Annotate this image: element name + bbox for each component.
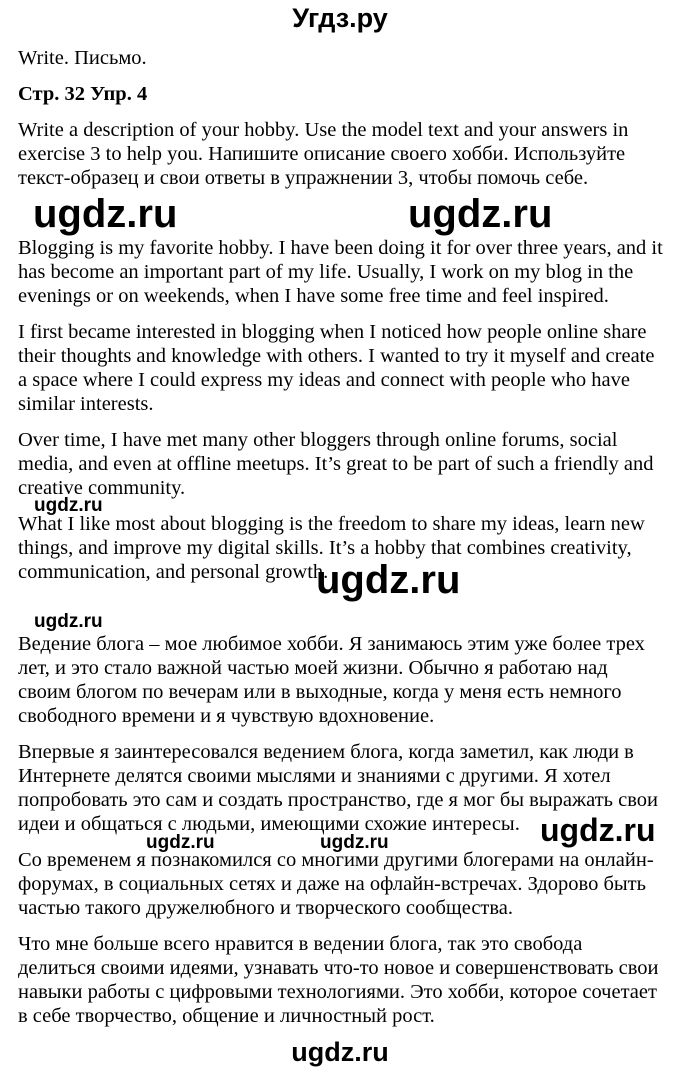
russian-paragraph-2: Впервые я заинтересовался ведением блога, когда заметил, как люди в Интернете делятся своими мыслями и знаниями с другими. Я хотел попробовать это сам и создать пространство, где я мог бы выражать свои идеи и общаться с людьми, имеющими схожие интересы. [18, 741, 659, 835]
russian-paragraph-3: Со временем я познакомился со многими другими блогерами на онлайн-форумах, в социальных сетях и даже на офлайн-встречах. Здорово быть частью такого дружелюбного и творческого сообщества. [18, 849, 654, 919]
watermark: ugdz.ru [316, 558, 461, 602]
watermark: ugdz.ru [146, 832, 215, 853]
english-paragraph-1: Blogging is my favorite hobby. I have been doing it for over three years, and it has become an important part of my life. Usually, I work on my blog in the evenings or on weekends, when I have some free time and feel inspired. [18, 237, 663, 307]
watermark: ugdz.ru [34, 495, 103, 516]
watermark: ugdz.ru [540, 812, 656, 848]
watermark: ugdz.ru [320, 832, 389, 853]
english-paragraph-3: Over time, I have met many other bloggers through online forums, social media, and even at offline meetups. It’s great to be part of such a friendly and creative community. [18, 429, 654, 499]
english-paragraph-4: What I like most about blogging is the freedom to share my ideas, learn new things, and improve my digital skills. It’s a hobby that combines creativity, communication, and personal growth. [18, 513, 645, 583]
footer-site-title[interactable]: ugdz.ru [291, 1037, 389, 1067]
task-text: Write a description of your hobby. Use the model text and your answers in exercise 3 to help you. Напишите описание своего хобби. Используйте текст-образец и свои ответы в упражнении 3, чтобы помочь себе. [18, 119, 629, 189]
russian-paragraph-4: Что мне больше всего нравится в ведении блога, так это свобода делиться своими идеями, узнавать что-то новое и совершенствовать свои навыки работы с цифровыми технологиями. Это хобби, которое сочетает в себе творчество, общение и личностный рост. [18, 933, 659, 1027]
exercise-reference: Стр. 32 Упр. 4 [18, 83, 148, 105]
subtitle: Write. Письмо. [18, 47, 147, 69]
english-paragraph-2: I first became interested in blogging when I noticed how people online share their thoughts and knowledge with others. I wanted to try it myself and create a space where I could express my ideas and connect with people who have similar interests. [18, 321, 655, 415]
watermark: ugdz.ru [33, 192, 178, 236]
watermark: ugdz.ru [34, 611, 103, 632]
site-title[interactable]: Угдз.ру [292, 3, 388, 33]
watermark: ugdz.ru [408, 192, 553, 236]
russian-paragraph-1: Ведение блога – мое любимое хобби. Я занимаюсь этим уже более трех лет, и это стало важной частью моей жизни. Обычно я работаю над своим блогом по вечерам или в выходные, когда у меня есть немного свободного времени и я чувствую вдохновение. [18, 633, 645, 727]
